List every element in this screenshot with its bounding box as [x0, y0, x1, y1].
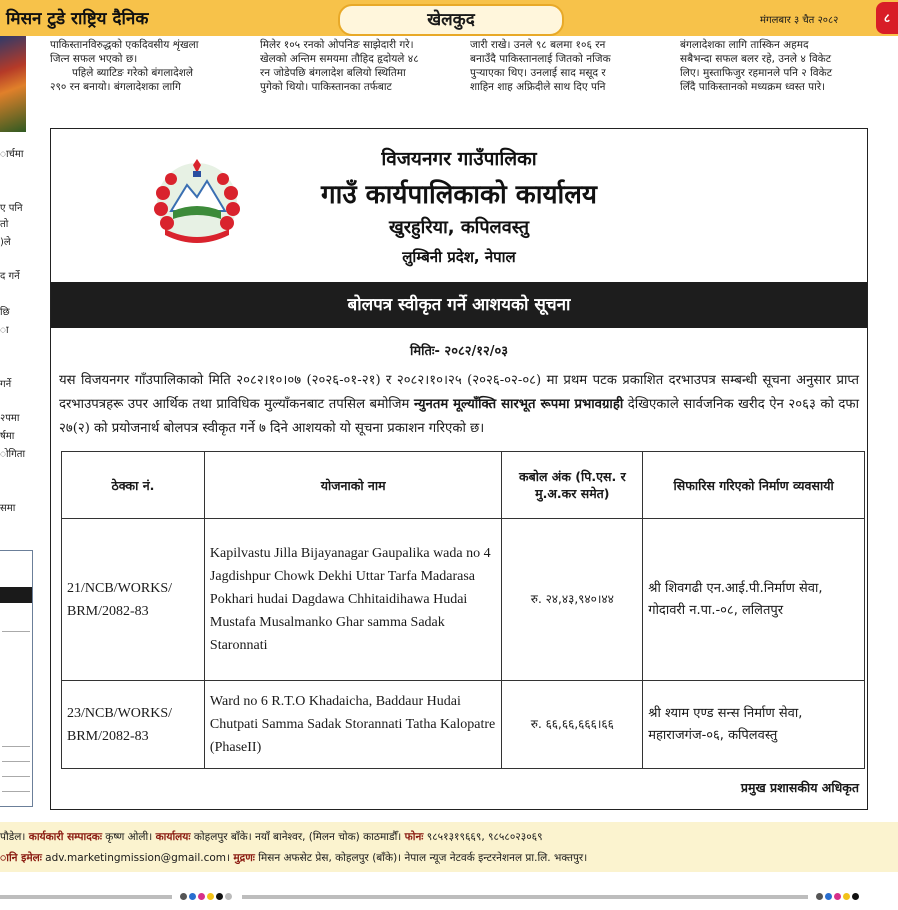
table-row: [62, 519, 865, 681]
office-name: गाउँ कार्यपालिकाको कार्यालय: [321, 180, 597, 210]
left-column-fragment: ोगिता: [0, 449, 26, 460]
divider: [2, 776, 30, 777]
imprint-text: पौडेल।: [0, 831, 29, 843]
province-line: लुम्बिनी प्रदेश, नेपाल: [402, 248, 516, 266]
notice-body: [59, 369, 859, 441]
project-name: Kapilvastu Jilla Bijayanagar Gaupalika wada no 4 Jagdishpur Chowk Dekhi Uttar Tarfa Madarasa Pokhari hudai Dagdawa Chhitaidihawa Hudai Mustafa Musalmanko Ghar samma Sadak Staronnati: [204, 519, 502, 681]
phone-numbers: ९८५१३१९६६९, ९८५८०२३०६९: [423, 831, 543, 843]
imprint-line: [0, 848, 587, 868]
news-line: पाकिस्तानविरुद्धको एकदिवसीय शृंखला: [50, 39, 199, 51]
section-title: खेलकुद: [338, 4, 564, 36]
divider: [2, 746, 30, 747]
divider: [2, 631, 30, 632]
news-line: सबैभन्दा सफल बलर रहे, उनले ४ विकेट: [680, 53, 832, 65]
body-text-part: देखिएकाले सार्वजनिक खरीद ऐन २०६३ को दफा २७(२) को प्रयोजनार्थ बोलपत्र स्वीकृत गर्ने ७ दिने आशयको यो सूचना प्रकाशन गरिएको छ।: [59, 397, 859, 436]
news-line: लिँदै पाकिस्तानको मध्यक्रम ध्वस्त पारे।: [680, 81, 826, 93]
left-column-fragment: छि: [0, 307, 10, 318]
news-column: [470, 38, 666, 94]
editor-name: कृष्ण ओली।: [101, 831, 156, 843]
notice-title: बोलपत्र स्वीकृत गर्ने आशयको सूचना: [51, 282, 867, 328]
office-label: कार्यालयः: [155, 831, 191, 843]
news-line: पुऱ्याएका थिए। उनलाई साद मसूद र: [470, 67, 606, 79]
left-column-fragment: ार्चमा: [0, 149, 24, 160]
body-text-part: यस विजयनगर गाँउपालिकाको मिति २०८२।१०।०७ (२०२६-०१-२१) र २०८२।१०।२५ (२०२६-०२-०८) मा प्रथम पटक प्रकाशित दरभाउपत्र सम्बन्धी सूचना अनुसार प्राप्त दरभाउपत्रहरू उपर आर्थिक तथा प्राविधिक मुल्याँकनबाट तपसिल बमोजिम: [59, 373, 859, 412]
table-row: [62, 681, 865, 769]
body-text-emphasis: न्युनतम मूल्याँक्ति सारभूत रूपमा प्रभावग्राही: [413, 397, 624, 412]
color-dots: [180, 892, 234, 903]
footer-rule: [242, 895, 808, 899]
office-address: कोहलपुर बाँके। नयाँ बानेश्वर, (मिलन चोक) काठमाडौँ।: [190, 831, 405, 843]
project-name: Ward no 6 R.T.O Khadaicha, Baddaur Hudai Chutpati Samma Sadak Storannati Tatha Kalopatre (PhaseII): [204, 681, 502, 769]
email-address: adv.marketingmission@gmail.com।: [41, 852, 234, 864]
contract-number: 23/NCB/WORKS/ BRM/2082-83: [62, 681, 205, 769]
news-column: [680, 38, 876, 94]
divider: [2, 761, 30, 762]
news-line: खेलको अन्तिम समयमा तौहिद हृदोयले ४८: [260, 53, 419, 65]
bid-amount: रु. २४,४३,९४०।४४: [502, 519, 643, 681]
printer-info: मिसन अफसेट प्रेस, कोहलपुर (बाँके)। नेपाल न्यूज नेटवर्क इन्टरनेशनल प्रा.लि. भक्तपुर।: [254, 852, 588, 864]
column-header: कबोल अंक (पि.एस. र मु.अ.कर समेत): [502, 452, 643, 519]
news-line: बनाउँदै पाकिस्तानलाई जितको नजिक: [470, 53, 611, 65]
news-line: रन जोडेपछि बंगलादेश बलियो स्थितिमा: [260, 67, 406, 79]
tender-notice: [50, 128, 868, 810]
news-line: शाहिन शाह अफ्रिदीले साथ दिए पनि: [470, 81, 606, 93]
footer-rule: [0, 895, 172, 899]
news-line: मिलेर १०५ रनको ओपनिङ साझेदारी गरे।: [260, 39, 414, 51]
left-column-fragment: )ले: [0, 237, 11, 248]
notice-date: मितिः- २०८२/१२/०३: [409, 344, 509, 359]
recommended-contractor: श्री श्याम एण्ड सन्स निर्माण सेवा, महाराजगंज-०६, कपिलवस्तु: [643, 681, 865, 769]
editor-label: कार्यकारी सम्पादकः: [28, 831, 102, 843]
cricket-photo: [0, 36, 26, 132]
left-column-fragment: २पमा: [0, 413, 20, 424]
left-column-fragment: द गर्ने: [0, 271, 20, 282]
column-header: ठेक्का नं.: [62, 452, 205, 519]
news-column: [260, 38, 456, 94]
news-line: जारी राखे। उनले ९८ बलमा १०६ रन: [470, 39, 606, 51]
divider: [2, 791, 30, 792]
office-address: खुरहुरिया, कपिलवस्तु: [388, 217, 530, 238]
org-name: विजयनगर गाउँपालिका: [381, 148, 537, 170]
news-line: २९० रन बनायो। बंगलादेशका लागि: [50, 81, 181, 93]
email-label: ानि इमेलः: [0, 852, 42, 864]
print-label: मुद्रणः: [233, 852, 255, 864]
contract-number: 21/NCB/WORKS/ BRM/2082-83: [62, 519, 205, 681]
bid-table: [61, 451, 865, 769]
sidebar-heading-bar: [0, 587, 32, 603]
signoff: प्रमुख प्रशासकीय अधिकृत: [740, 780, 859, 795]
issue-date: मंगलबार ३ चैत २०८२: [760, 15, 839, 26]
news-line: लिए। मुस्ताफिजुर रहमानले पनि २ विकेट: [680, 67, 832, 79]
news-line: बंगलादेशका लागि तास्किन अहमद: [680, 39, 809, 51]
news-line: जित्न सफल भएको छ।: [50, 53, 138, 65]
news-line: पुगेको थियो। पाकिस्तानका तर्फबाट: [260, 81, 392, 93]
color-dots: [816, 892, 861, 903]
imprint-footer: [0, 822, 898, 872]
page-number: ८: [876, 2, 898, 34]
left-column-fragment: ा: [0, 325, 9, 336]
recommended-contractor: श्री शिवगढी एन.आई.पी.निर्माण सेवा, गोदावरी न.पा.-०८, ललितपुर: [643, 519, 865, 681]
sidebar-box: [0, 550, 33, 807]
left-column-fragment: गर्ने: [0, 379, 12, 390]
column-header: सिफारिस गरिएको निर्माण व्यवसायी: [643, 452, 865, 519]
left-column-fragment: समा: [0, 503, 16, 514]
table-header-row: [62, 452, 865, 519]
left-column-fragment: र्षमा: [0, 431, 15, 442]
newspaper-name: मिसन टुडे राष्ट्रिय दैनिक: [6, 9, 149, 29]
column-header: योजनाको नाम: [204, 452, 502, 519]
news-column: [50, 38, 242, 94]
bid-amount: रु. ६६,६६,६६६।६६: [502, 681, 643, 769]
phone-label: फोनः: [404, 831, 424, 843]
left-column-fragment: ए पनि: [0, 203, 23, 214]
news-line: पहिले ब्याटिङ गरेको बंगलादेशले: [72, 67, 193, 79]
imprint-line: [0, 827, 543, 847]
left-column-fragment: तो: [0, 219, 9, 230]
